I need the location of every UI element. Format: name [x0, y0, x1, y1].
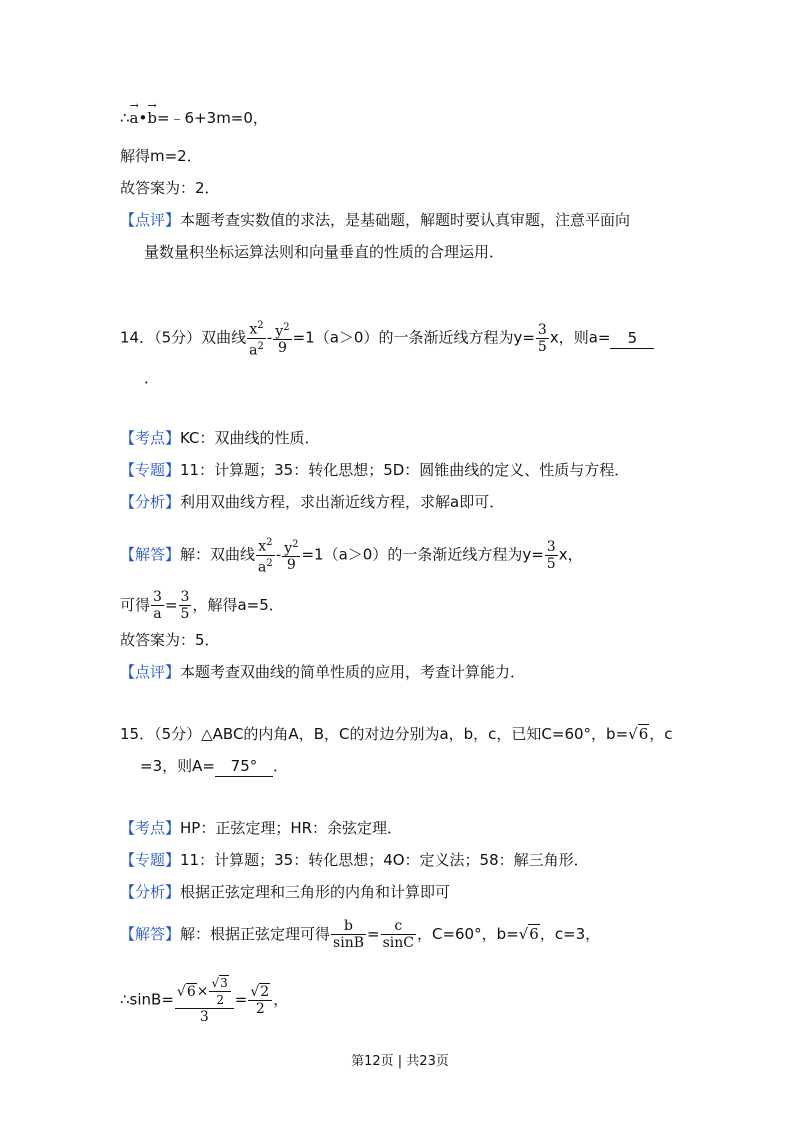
- fraction-sqrt3-2: $\frac{√3}{2}$: [209, 975, 230, 1008]
- zhuanti-14: [120, 460, 629, 480]
- fraction-sqrt2-2: $\frac{√2}{2}$: [248, 984, 272, 1017]
- page-footer: 第12页 | 共23页: [351, 1054, 449, 1069]
- fenxi-text: 根据正弦定理和三角形的内角和计算即可: [180, 883, 451, 901]
- jieda-tag: 【解答】: [120, 545, 181, 564]
- kaodian-tag: 【考点】: [120, 429, 181, 447]
- fraction-sinB-value: √6× $\frac{√3}{2}$ 3: [175, 975, 234, 1025]
- fraction-y2-9: $\frac{y^2}{9}$: [275, 321, 290, 357]
- equals-sign: =: [164, 596, 178, 614]
- jieda-15: [120, 918, 600, 951]
- jieda-text-a: 解：双曲线: [180, 545, 256, 564]
- fraction-x2-a2: $\frac{x^2}{a^2}$: [249, 320, 264, 359]
- kaodian-text: KC：双曲线的性质．: [180, 429, 320, 447]
- sqrt-6: √6: [518, 925, 539, 943]
- jieda-text-b: =1（a＞0）的一条渐近线方程为y=: [301, 545, 544, 564]
- zhuanti-tag: 【专题】: [120, 851, 181, 869]
- fraction-c-sinC: $\frac{c}{\sin C}$: [382, 918, 414, 951]
- vector-b: → b: [147, 108, 157, 128]
- kede-line: [120, 589, 284, 622]
- kede-end: ，解得a=5．: [192, 596, 284, 614]
- kaodian-text: HP：正弦定理；HR：余弦定理．: [180, 819, 403, 837]
- solve-line: 解得m=2．: [120, 147, 202, 165]
- fraction-x2-a2: $\frac{x^2}{a^2}$: [258, 537, 273, 576]
- question-15-line-1: [120, 724, 673, 744]
- zhuanti-text: 11：计算题；35：转化思想；4O：定义法；58：解三角形．: [180, 851, 589, 869]
- vector-a: → a: [130, 108, 139, 128]
- question-14-stem: 14．（5分）双曲线: [120, 328, 247, 347]
- comma: ，: [273, 990, 289, 1009]
- fraction-b-sinB: $\frac{b}{\sin B}$: [333, 918, 364, 951]
- question-15-stem: 15．（5分）△ABC的内角A，B，C的对边分别为a，b，c，已知C=60°，b=: [120, 725, 629, 743]
- fraction-3-5: $\frac{3}{5}$: [546, 538, 556, 572]
- answer-line: 故答案为：2．: [120, 179, 220, 197]
- minus-sign: -: [266, 328, 273, 347]
- jieda-tag: 【解答】: [120, 925, 181, 943]
- fenxi-14: [120, 492, 504, 512]
- therefore-symbol: ∴: [120, 109, 130, 127]
- question-14-period: ．: [144, 369, 160, 387]
- fenxi-15: [120, 882, 450, 902]
- dianping-text: 本题考查双曲线的简单性质的应用，考查计算能力．: [180, 663, 526, 681]
- equation-text: =﹣6+3m=0，: [156, 109, 268, 127]
- fenxi-text: 利用双曲线方程，求出渐近线方程，求解a即可．: [180, 493, 505, 511]
- question-15-c: ，c: [649, 725, 673, 743]
- sqrt-6: √6: [628, 725, 649, 743]
- fraction-3-5: $\frac{3}{5}$: [537, 321, 547, 355]
- zhuanti-text: 11：计算题；35：转化思想；5D：圆锥曲线的定义、性质与方程．: [180, 461, 630, 479]
- review-line-1: [120, 210, 630, 230]
- dianping-tag: 【点评】: [120, 663, 181, 681]
- question-14-text-2: x，则a=: [549, 328, 611, 347]
- sinb-line: [120, 975, 288, 1025]
- answer-blank: 5: [610, 328, 654, 349]
- equals-sign: =: [367, 925, 380, 943]
- fenxi-tag: 【分析】: [120, 883, 181, 901]
- review-line-2: 量数量积坐标运算法则和向量垂直的性质的合理运用．: [144, 243, 505, 261]
- question-14-text: =1（a＞0）的一条渐近线方程为y=: [292, 328, 535, 347]
- sqrt-2: √2: [250, 983, 270, 1000]
- jieda-text-c: x，: [558, 545, 583, 564]
- dianping-14: [120, 662, 525, 682]
- jieda-text-c: ，c=3，: [539, 925, 601, 943]
- kaodian-15: [120, 818, 402, 838]
- answer-14: 故答案为：5．: [120, 631, 220, 649]
- kaodian-tag: 【考点】: [120, 819, 181, 837]
- zhuanti-tag: 【专题】: [120, 461, 181, 479]
- review-text: 本题考查实数值的求法，是基础题，解题时要认真审题，注意平面向: [180, 211, 631, 229]
- jieda-text-a: 解：根据正弦定理可得: [180, 925, 331, 943]
- fraction-3-a: $\frac{3}{a}$: [153, 589, 162, 622]
- jieda-text-b: ，C=60°，b=: [416, 925, 519, 943]
- sinb-text: ∴sinB=: [120, 990, 174, 1009]
- fenxi-tag: 【分析】: [120, 493, 181, 511]
- sqrt-6: √6: [176, 983, 196, 1000]
- kede-text: 可得: [120, 596, 151, 614]
- question-14: [120, 318, 654, 358]
- fraction-y2-9: $\frac{y^2}{9}$: [284, 538, 299, 574]
- answer-line-vector: [120, 108, 268, 128]
- zhuanti-15: [120, 850, 589, 870]
- minus-sign: -: [275, 545, 282, 564]
- review-tag: 【点评】: [120, 211, 181, 229]
- kaodian-14: [120, 428, 320, 448]
- question-15-text-2: =3，则A=: [140, 757, 215, 775]
- question-15-period: ．: [272, 757, 288, 775]
- answer-blank: 75°: [215, 756, 273, 777]
- times-sign: ×: [196, 983, 209, 1000]
- fraction-3-5: $\frac{3}{5}$: [180, 589, 190, 622]
- question-15-line-2: [140, 756, 288, 777]
- sqrt-3: √3: [211, 976, 228, 990]
- jieda-14: [120, 535, 583, 575]
- equals-sign: =: [234, 990, 248, 1009]
- dot-operator: •: [138, 109, 148, 127]
